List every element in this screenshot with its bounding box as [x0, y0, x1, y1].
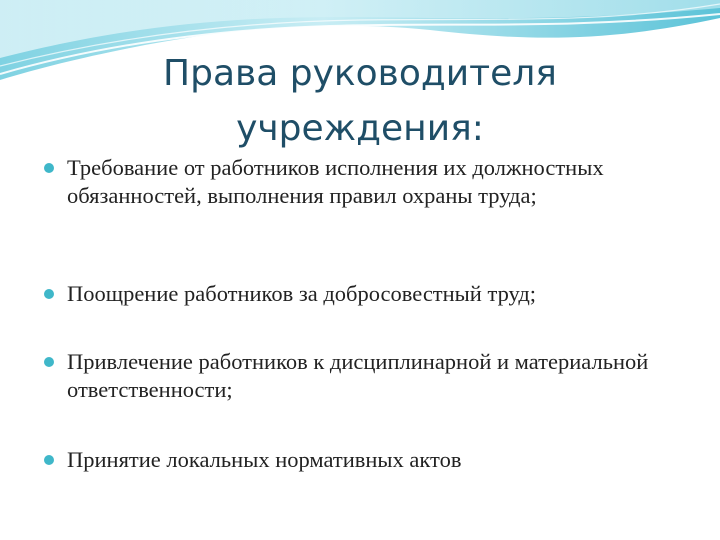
list-item — [40, 154, 680, 210]
bullet-text: Привлечение работников к дисциплинарной и материальной ответственности; — [67, 349, 649, 402]
bullet-icon — [44, 163, 54, 173]
bullet-icon — [44, 357, 54, 367]
bullet-text: Поощрение работников за добросовестный труд; — [67, 281, 537, 306]
list-item — [40, 280, 680, 308]
bullet-text: Принятие локальных нормативных актов — [67, 447, 462, 472]
bullet-icon — [44, 289, 54, 299]
slide-title: Права руководителя учреждения: — [163, 53, 557, 149]
bullet-icon — [44, 455, 54, 465]
list-item — [40, 446, 680, 474]
bullet-text: Требование от работников исполнения их должностных обязанностей, выполнения правил охраны труда; — [67, 155, 604, 208]
list-item — [40, 348, 680, 404]
